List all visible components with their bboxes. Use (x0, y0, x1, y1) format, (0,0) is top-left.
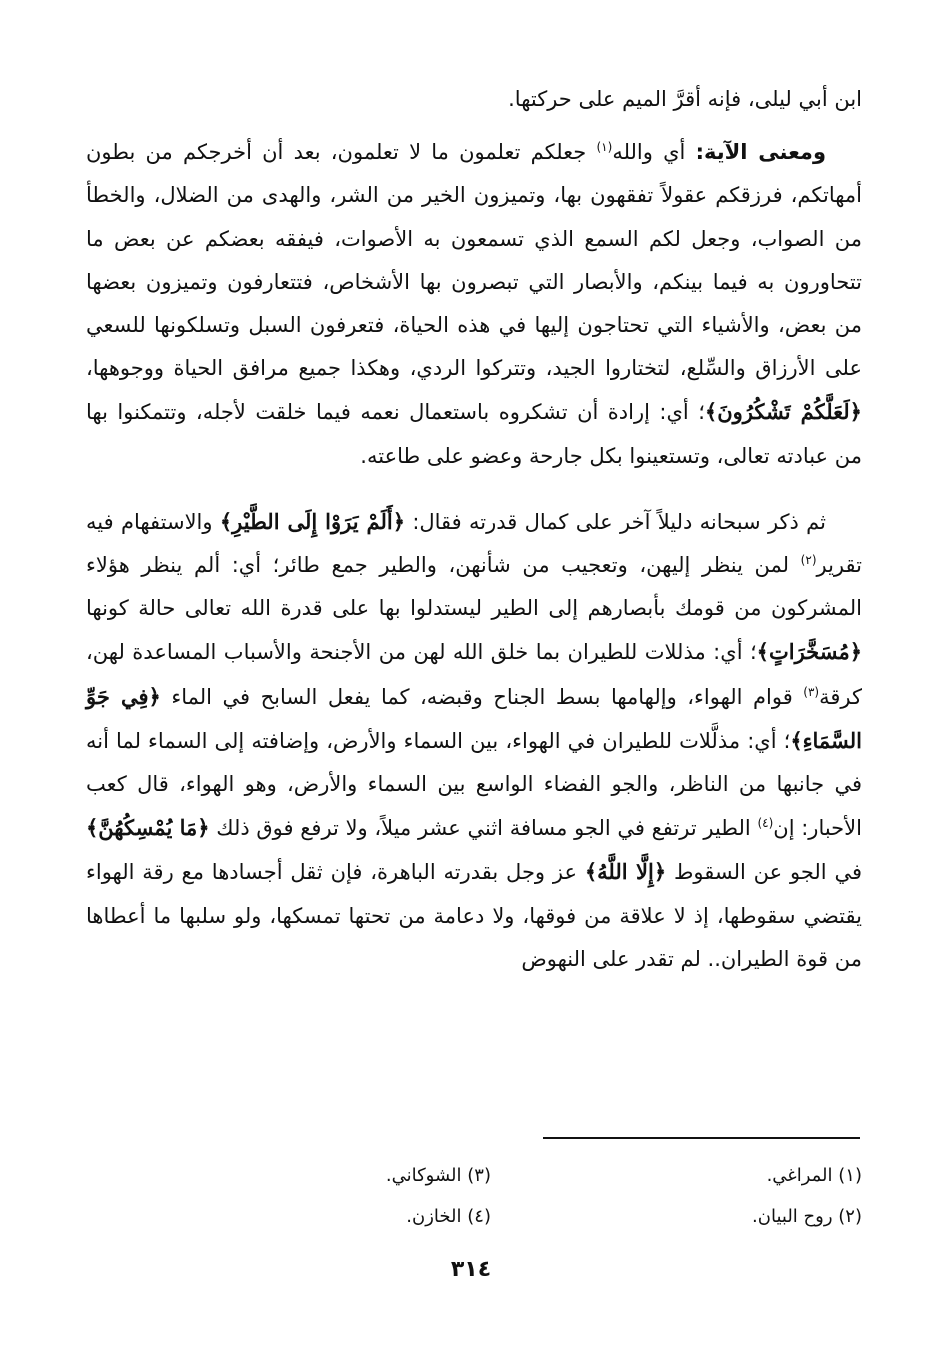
paragraph-verse-meaning (86, 131, 862, 478)
footnote-text: الشوكاني. (385, 1165, 462, 1186)
text-run: عز وجل بقدرته الباهرة، فإن ثقل أجسادها مع رقة الهواء يقتضي سقوطها، إذ لا علاقة من فوقها، ولا دعامة من تحتها تمسكها، ولو سلبها ما أعطاها من قوة الطيران.. لم تقدر على النهوض (86, 860, 862, 971)
footnote-ref-3[interactable]: (٣) (803, 684, 820, 699)
footnote-ref-4[interactable]: (٤) (757, 816, 774, 831)
footnote-ref-1[interactable]: (١) (596, 140, 613, 155)
footnote-number: (١) (838, 1165, 862, 1186)
text-run: ؛ أي: مذللات للطيران بما خلق الله لهن من الأجنحة والأسباب المساعدة لهن، كرقة (86, 640, 862, 709)
footnote-text: روح البيان. (752, 1206, 833, 1227)
section-lead: ومعنى الآية: (695, 140, 826, 165)
text-run: الطير ترتفع في الجو مسافة اثني عشر ميلاً، ولا ترفع فوق ذلك (209, 816, 758, 841)
text-run: لمن ينظر إليهن، وتعجيب من شأنهن، والطير جمع طائر؛ أي: ألم ينظر هؤلاء المشركون من قومك بأبصارهم إلى الطير ليستدلوا بها على قدرة الله تعالى حالة كونها (86, 553, 862, 621)
text-run: ابن أبي ليلى، فإنه أقرَّ الميم على حركتها. (508, 87, 862, 111)
footnotes (180, 1155, 862, 1237)
footnote-item (551, 1155, 862, 1196)
paragraph-continuation (86, 78, 862, 121)
text-run: ؛ أي: مذلَّلات للطيران في الهواء، بين السماء والأرض، وإضافته إلى السماء لما أنه في جانبها من الناظر، والجو الفضاء الواسع بين السماء والأرض، وهو الهواء، قال كعب الأحبار: إن (86, 728, 862, 841)
text-run: قوام الهواء، وإلهامها بسط الجناح وقبضه، كما يفعل السابح في الماء (160, 684, 804, 709)
footnote-ref-2[interactable]: (٢) (800, 553, 817, 568)
footnote-text: الخازن. (406, 1206, 462, 1227)
footnote-text: المراغي. (766, 1165, 833, 1186)
text-run: ثم ذكر سبحانه دليلاً آخر على كمال قدرته فقال: (405, 509, 827, 534)
paragraph-birds (86, 500, 862, 981)
quran-quote: ﴿فِي جَوِّ السَّمَاءِ﴾ (86, 683, 862, 753)
footnote-item (551, 1196, 862, 1237)
page-number: ٣١٤ (450, 1257, 492, 1282)
footnote-separator (543, 1137, 860, 1139)
main-text (86, 78, 862, 991)
footnote-item (180, 1155, 491, 1196)
text-run: ؛ أي: إرادة أن تشكروه باستعمال نعمه فيما خلقت لأجله، وتتمكنوا بها من عبادته تعالى، وتستعينوا بكل جارحة وعضو على طاعته. (86, 400, 862, 468)
text-run: والاستفهام فيه تقرير (86, 509, 862, 578)
quran-quote: ﴿أَلَمْ يَرَوْا إِلَى الطَّيْرِ﴾ (219, 508, 406, 534)
footnote-number: (٢) (838, 1206, 862, 1227)
quran-quote: ﴿إِلَّا اللَّهُ﴾ (584, 859, 667, 885)
footnote-number: (٤) (467, 1206, 491, 1227)
quran-quote: ﴿مُسَخَّرَاتٍ﴾ (756, 639, 862, 665)
footnote-item (180, 1196, 491, 1237)
text-run: أي والله (612, 140, 696, 165)
text-run: في الجو عن السقوط (666, 860, 862, 885)
quran-quote: ﴿لَعَلَّكُمْ تَشْكُرُونَ﴾ (704, 399, 862, 425)
footnote-number: (٣) (467, 1165, 491, 1186)
text-run: جعلكم تعلمون ما لا تعلمون، بعد أن أخرجكم من بطون أمهاتكم، فرزقكم عقولاً تفقهون بها، وتميزون الخير من الشر، والهدى من الضلال، والخطأ من الصواب، وجعل لكم السمع الذي تسمعون به الأصوات، فيفقه بعضكم عن بعض ما تتحاورون به فيما بينكم، والأبصار التي تبصرون بها الأشخاص، فتتعارفون وتميزون بعضها من بعض، والأشياء التي تحتاجون إليها في هذه الحياة، فتعرفون السبل وتسلكونها للسعي على الأرزاق والسِّلع، لتختاروا الجيد، وتتركوا الردي، وهكذا جميع مرافق الحياة ووجوهها، (86, 140, 862, 381)
paragraph-gap (86, 488, 862, 500)
quran-quote: ﴿مَا يُمْسِكُهُنَّ﴾ (86, 815, 210, 841)
